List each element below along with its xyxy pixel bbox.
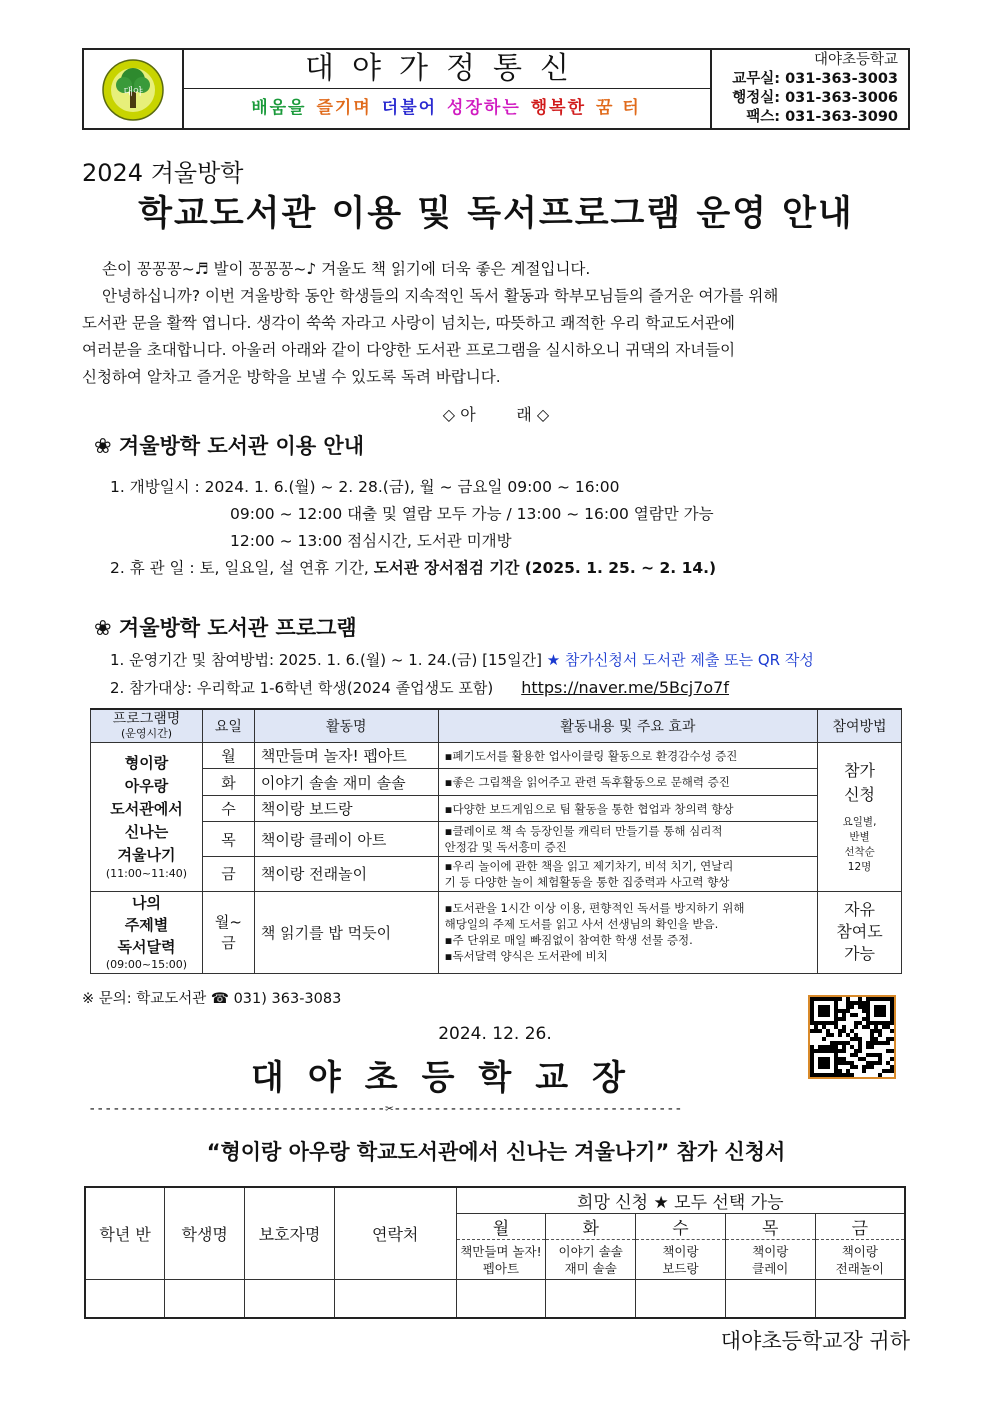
subtitle: 2024 겨울방학 — [82, 159, 244, 187]
method1-label: 참가 신청 — [844, 760, 875, 804]
form-day-header: 금 — [815, 1214, 905, 1240]
slogan-word: 성장하는 — [447, 98, 521, 118]
day-cell: 화 — [202, 769, 254, 795]
content-cell: ▪폐기도서를 활용한 업사이클링 활동으로 환경감수성 증진 — [438, 743, 817, 769]
application-form — [84, 1186, 906, 1319]
activity-cell: 책이랑 전래놀이 — [254, 856, 438, 891]
newsletter-title: 대야가정통신 — [182, 50, 710, 89]
method1-sub: 요일별, 반별 선착순 12명 — [842, 815, 877, 873]
intro-paragraph — [82, 256, 912, 391]
closed-days-line — [110, 555, 716, 582]
office-phone: 교무실: 031-363-3003 — [732, 71, 898, 87]
lunch-hours: 12:00 ~ 13:00 점심시간, 도서관 미개방 — [230, 532, 512, 550]
intro-line: 도서관 문을 활짝 엽니다. 생각이 쑥쑥 자라고 사랑이 넘치는, 따뜻하고 쾌적한 우리 학교도서관에 — [82, 314, 735, 332]
form-day-header: 목 — [725, 1214, 815, 1240]
newsletter-header — [82, 48, 910, 130]
issue-date — [0, 1024, 900, 1044]
form-program-name: 책이랑 클레이 — [725, 1240, 815, 1280]
issue-date-text: 2024. 12. 26. — [438, 1024, 552, 1044]
program1-time: (11:00~11:40) — [105, 867, 188, 881]
section1-body — [110, 474, 716, 582]
col-program-sub: (운영시간) — [120, 726, 173, 740]
section2-body — [110, 647, 814, 702]
admin-phone: 행정실: 031-363-3006 — [732, 90, 898, 106]
input-grade[interactable] — [85, 1280, 165, 1318]
program-period: 1. 운영기간 및 참여방법: 2025. 1. 6.(월) ~ 1. 24.(금) [15일간] — [110, 651, 547, 669]
form-day-header: 화 — [546, 1214, 636, 1240]
inventory-period: 도서관 장서점검 기간 (2025. 1. 25. ~ 2. 14.) — [373, 559, 717, 577]
page-title: 학교도서관 이용 및 독서프로그램 운영 안내 — [138, 194, 854, 234]
program-table — [90, 708, 902, 974]
form-student-header: 학생명 — [165, 1187, 245, 1280]
slogan-word: 즐기며 — [316, 98, 372, 118]
program-row — [91, 795, 902, 821]
open-hours-detail: 09:00 ~ 12:00 대출 및 열람 모두 가능 / 13:00 ~ 16:00 열람만 가능 — [230, 505, 714, 523]
slogan-word: 행복한 — [530, 98, 587, 118]
program1-name: 형이랑 아우랑 도서관에서 신나는 겨울나기 — [110, 754, 183, 865]
intro-line: 안녕하십니까? 이번 겨울방학 동안 학생들의 지속적인 독서 활동과 학부모님들의 즐거운 여가를 위해 — [102, 287, 779, 305]
content-cell: ▪다양한 보드게임으로 팀 활동을 통한 협업과 창의력 향상 — [438, 795, 817, 821]
school-name: 대야초등학교 — [813, 52, 898, 68]
day-cell: 월~금 — [202, 891, 254, 973]
input-guardian[interactable] — [245, 1280, 335, 1318]
program2-time: (09:00~15:00) — [105, 958, 188, 972]
form-program-name: 책만들며 놀자! 펩아트 — [456, 1240, 546, 1280]
activity-cell: 책만들며 놀자! 펩아트 — [254, 743, 438, 769]
form-wish-header: 희망 신청 ★ 모두 선택 가능 — [456, 1187, 905, 1214]
inquiry-contact: ※ 문의: 학교도서관 ☎ 031) 363-3083 — [82, 991, 342, 1007]
program-target: 2. 참가대상: 우리학교 1-6학년 학생(2024 졸업생도 포함) — [110, 679, 494, 697]
program1-name-cell — [91, 743, 203, 892]
form-guardian-header: 보호자명 — [245, 1187, 335, 1280]
content-cell: ▪도서관을 1시간 이상 이용, 편향적인 독서를 방지하기 위해 해당일의 주제 도서를 읽고 사서 선생님의 확인을 받음. ▪주 단위로 매일 빠짐없이 참여한 학생 선물 증정. ▪독서달력 양식은 도서관에 비치 — [438, 891, 817, 973]
method2-cell: 자유 참여도 가능 — [818, 891, 902, 973]
logo-text: 대야 — [123, 87, 143, 98]
input-tue[interactable] — [546, 1280, 636, 1318]
form-contact-header: 연락처 — [334, 1187, 456, 1280]
input-fri[interactable] — [815, 1280, 905, 1318]
input-wed[interactable] — [636, 1280, 726, 1318]
content-cell: ▪우리 놀이에 관한 책을 읽고 제기차기, 비석 치기, 연날리 기 등 다양한 놀이 체험활동을 통한 집중력과 사고력 향상 — [438, 856, 817, 891]
open-hours-line: 1. 개방일시 : 2024. 1. 6.(월) ~ 2. 28.(금), 월 ~ 금요일 09:00 ~ 16:00 — [110, 478, 620, 496]
activity-cell: 책이랑 클레이 아트 — [254, 822, 438, 857]
header-title-cell — [182, 50, 712, 128]
closed-days-text: 2. 휴 관 일 : 토, 일요일, 설 연휴 기간, — [110, 559, 374, 577]
form-program-name: 책이랑 보드랑 — [636, 1240, 726, 1280]
content-cell: ▪클레이로 책 속 등장인물 캐릭터 만들기를 통해 심리적 안정감 및 독서흥미 증진 — [438, 822, 817, 857]
input-thu[interactable] — [725, 1280, 815, 1318]
input-contact[interactable] — [334, 1280, 456, 1318]
intro-line: 신청하여 알차고 즐거운 방학을 보낼 수 있도록 독려 바랍니다. — [82, 368, 501, 386]
school-contact-info — [710, 50, 908, 128]
program-row — [91, 891, 902, 973]
form-title: “형이랑 아우랑 학교도서관에서 신나는 겨울나기” 참가 신청서 — [206, 1140, 786, 1164]
program-row — [91, 822, 902, 857]
form-day-header: 월 — [456, 1214, 546, 1240]
fax-number: 팩스: 031-363-3090 — [746, 109, 898, 125]
section2-heading: ❀ 겨울방학 도서관 프로그램 — [94, 616, 357, 640]
activity-cell: 책이랑 보드랑 — [254, 795, 438, 821]
slogan-word: 배움을 — [251, 98, 307, 118]
program2-name: 나의 주제별 독서달력 — [117, 894, 176, 957]
principal-signature: 대야초등학교장 — [251, 1058, 649, 1098]
input-student[interactable] — [165, 1280, 245, 1318]
cut-line: -------------------------------------✂------------------------------------ — [88, 1101, 683, 1117]
addressee: 대야초등학교장 귀하 — [720, 1329, 910, 1353]
activity-cell: 이야기 솔솔 재미 솔솔 — [254, 769, 438, 795]
activity-cell: 책 읽기를 밥 먹듯이 — [254, 891, 438, 973]
col-day: 요일 — [202, 709, 254, 743]
col-content: 활동내용 및 주요 효과 — [438, 709, 817, 743]
day-cell: 월 — [202, 743, 254, 769]
section1-heading: ❀ 겨울방학 도서관 이용 안내 — [94, 434, 364, 458]
apply-method: ★ 참가신청서 도서관 제출 또는 QR 작성 — [546, 651, 814, 669]
col-method: 참여방법 — [818, 709, 902, 743]
target-line — [110, 674, 814, 702]
school-logo — [84, 50, 184, 128]
school-emblem-icon — [84, 50, 182, 128]
school-slogan — [182, 89, 710, 127]
form-program-name: 책이랑 전래놀이 — [815, 1240, 905, 1280]
slogan-word: 더불어 — [381, 98, 438, 118]
program-row — [91, 769, 902, 795]
slogan-word: 꿈 터 — [596, 98, 641, 118]
form-program-name: 이야기 솔솔 재미 솔솔 — [546, 1240, 636, 1280]
form-grade-header: 학년 반 — [85, 1187, 165, 1280]
content-cell: ▪좋은 그림책을 읽어주고 관련 독후활동으로 문해력 증진 — [438, 769, 817, 795]
below-marker: ◇ 아 래 ◇ — [442, 405, 550, 424]
program-row — [91, 743, 902, 769]
program2-name-cell — [91, 891, 203, 973]
col-activity: 활동명 — [254, 709, 438, 743]
intro-line: 손이 꽁꽁꽁~♬ 발이 꽁꽁꽁~♪ 겨울도 책 읽기에 더욱 좋은 계절입니다. — [102, 260, 591, 278]
col-program — [91, 709, 203, 743]
day-cell: 금 — [202, 856, 254, 891]
program-period-line — [110, 647, 814, 674]
method1-cell — [818, 743, 902, 892]
input-mon[interactable] — [456, 1280, 546, 1318]
col-program-label: 프로그램명 — [112, 710, 181, 727]
intro-line: 여러분을 초대합니다. 아울러 아래와 같이 다양한 도서관 프로그램을 실시하오니 귀댁의 자녀들이 — [82, 341, 736, 359]
day-cell: 수 — [202, 795, 254, 821]
day-cell: 목 — [202, 822, 254, 857]
form-day-header: 수 — [636, 1214, 726, 1240]
apply-link[interactable]: https://naver.me/5Bcj7o7f — [521, 678, 729, 697]
program-row — [91, 856, 902, 891]
